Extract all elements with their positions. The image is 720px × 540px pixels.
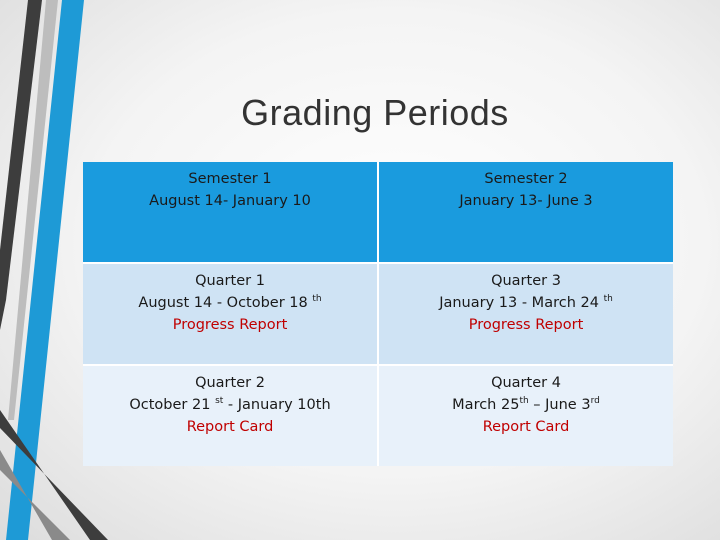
quarter-2-note: Report Card [186, 419, 274, 435]
quarter-4-dates-start: March 25 [452, 397, 520, 413]
quarter-3-label: Quarter 3 [491, 273, 561, 289]
quarter-4-dates-suffix-2: rd [590, 396, 600, 406]
grading-periods-table [83, 162, 673, 466]
quarter-3-dates-text: January 13 - March 24 [439, 295, 604, 311]
quarter-4-note: Report Card [482, 419, 570, 435]
table-row [83, 162, 673, 263]
semester-1-label: Semester 1 [188, 171, 272, 187]
semester-2-cell [378, 162, 673, 263]
quarter-2-dates-start: October 21 [129, 397, 216, 413]
quarter-3-note: Progress Report [468, 317, 584, 333]
quarter-1-cell [83, 263, 378, 365]
table-row [83, 365, 673, 466]
quarter-3-dates [383, 292, 669, 314]
semester-1-dates: August 14- January 10 [149, 193, 311, 209]
quarter-2-dates-suffix: st [215, 396, 224, 406]
semester-2-dates: January 13- June 3 [459, 193, 593, 209]
semester-1-cell [83, 162, 378, 263]
quarter-3-dates-suffix: th [603, 294, 613, 304]
quarter-2-dates [87, 394, 373, 416]
semester-2-label: Semester 2 [484, 171, 568, 187]
quarter-4-cell [378, 365, 673, 466]
quarter-4-dates [383, 394, 669, 416]
quarter-1-note: Progress Report [172, 317, 288, 333]
quarter-1-label: Quarter 1 [195, 273, 265, 289]
quarter-4-dates-suffix-1: th [519, 396, 529, 406]
table-row [83, 263, 673, 365]
quarter-2-dates-end: - January 10th [223, 397, 331, 413]
page-title: Grading Periods [241, 92, 509, 133]
quarter-2-cell [83, 365, 378, 466]
quarter-3-cell [378, 263, 673, 365]
quarter-1-dates-text: August 14 - October 18 [138, 295, 313, 311]
quarter-4-label: Quarter 4 [491, 375, 561, 391]
quarter-1-dates [87, 292, 373, 314]
quarter-2-label: Quarter 2 [195, 375, 265, 391]
quarter-4-dates-end: – June 3 [528, 397, 591, 413]
quarter-1-dates-suffix: th [312, 294, 322, 304]
